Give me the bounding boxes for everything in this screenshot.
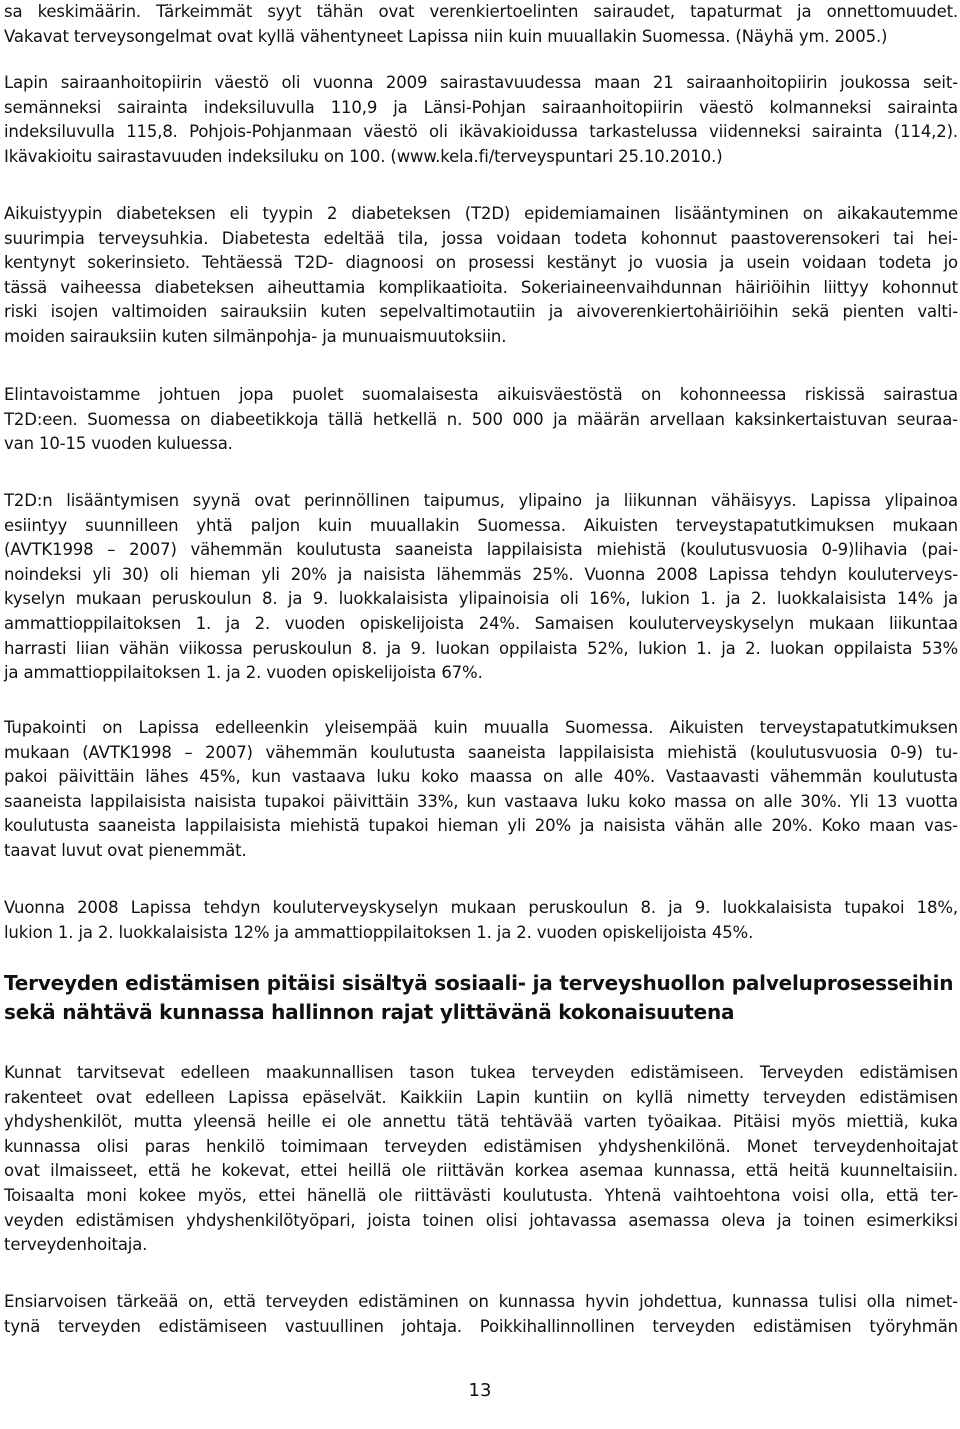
text-line: esiintyy suunnilleen yhtä paljon kuin muuallakin Suomessa. Aikuisten terveystapatutkimuksen mukaan xyxy=(4,515,958,535)
paragraph-4 xyxy=(4,489,958,686)
text-line: veyden edistämisen yhdyshenkilötyöpari, joista toinen olisi johtavassa asemassa oleva ja toinen esimerkiksi xyxy=(4,1210,958,1230)
text-line: van 10-15 vuoden kuluessa. xyxy=(4,434,233,454)
text-line: ovat ilmaisseet, että he kokevat, ettei heillä ole riittävän korkea asemaa kunnassa, että heitä kuunneltaisiin. xyxy=(4,1161,958,1181)
text-line: rakenteet ovat edelleen Lapissa epäselvät. Kaikkiin Lapin kuntiin on kyllä nimetty terveyden edistämisen xyxy=(4,1087,958,1107)
text-line: koulutusta saaneista lappilaisista miehistä tupakoi hieman yli 20% ja naisista vähän alle 20%. Koko maan vas- xyxy=(4,816,958,836)
text-line: tässä vaiheessa diabeteksen aiheuttamia komplikaatioita. Sokeriaineenvaihdunnan häiriöihin liittyy kohonnut xyxy=(4,277,958,297)
text-line: terveydenhoitaja. xyxy=(4,1235,148,1255)
heading-line: sekä nähtävä kunnassa hallinnon rajat ylittävänä kokonaisuutena xyxy=(4,1000,735,1024)
text-line: kunnassa olisi paras henkilö toimimaan terveyden edistämisen yhdyshenkilönä. Monet terveydenhoitajat xyxy=(4,1136,958,1156)
text-line: tynä terveyden edistämiseen vastuullinen johtaja. Poikkihallinnollinen terveyden edistämisen työryhmän xyxy=(4,1316,958,1336)
text-line: Kunnat tarvitsevat edelleen maakunnallisen tason tukea terveyden edistämiseen. Terveyden edistämisen xyxy=(4,1063,958,1082)
page-number: 13 xyxy=(468,1380,492,1401)
paragraph-3 xyxy=(4,383,958,457)
text-line: Ensiarvoisen tärkeää on, että terveyden edistäminen on kunnassa hyvin johdettua, kunnassa tulisi olla nimet- xyxy=(4,1292,958,1311)
paragraph-8 xyxy=(4,1061,958,1258)
text-line: riski isojen valtimoiden sairauksiin kuten sepelvaltimotautiin ja aivoverenkiertohäiriöihin sekä pienten valti- xyxy=(4,302,958,322)
text-line: Ikävakioitu sairastavuuden indeksiluku on 100. (www.kela.fi/terveyspuntari 25.10.2010.) xyxy=(4,146,723,166)
text-line: pakoi päivittäin lähes 45%, kun vastaava luku koko maassa on alle 40%. Vastaavasti vähemmän koulutusta xyxy=(4,767,958,787)
text-line: moiden sairauksiin kuten silmänpohja- ja munuaismuutoksiin. xyxy=(4,326,507,346)
paragraph-0 xyxy=(4,0,958,49)
text-line: Lapin sairaanhoitopiirin väestö oli vuonna 2009 sairastavuudessa maan 21 sairaanhoitopiirin joukossa seit- xyxy=(4,73,958,92)
text-line: indeksiluvulla 115,8. Pohjois-Pohjanmaan väestö oli ikävakioidussa tarkastelussa viidenneksi sairainta (114,2). xyxy=(4,122,958,142)
text-line: Toisaalta moni kokee myös, ettei hänellä ole riittävästi koulutusta. Yhtenä vaihtoehtona voisi olla, että ter- xyxy=(4,1185,958,1205)
paragraph-2 xyxy=(4,202,958,350)
paragraph-9 xyxy=(4,1290,958,1339)
text-line: harrasti liian vähän viikossa peruskoulun 8. ja 9. luokan oppilaista 52%, lukion 1. ja 2. luokan oppilaista 53% xyxy=(4,638,958,658)
text-line: Vuonna 2008 Lapissa tehdyn kouluterveyskyselyn mukaan peruskoulun 8. ja 9. luokkalaisista tupakoi 18%, xyxy=(4,898,958,917)
text-line: Vakavat terveysongelmat ovat kyllä vähentyneet Lapissa niin kuin muuallakin Suomessa. (Näyhä ym. 2005.) xyxy=(4,26,888,46)
heading-line: Terveyden edistämisen pitäisi sisältyä sosiaali- ja terveyshuollon palveluprosesseihin xyxy=(4,971,954,995)
text-line: Elintavoistamme johtuen jopa puolet suomalaisesta aikuisväestöstä on kohonneessa riskissä sairastua xyxy=(4,385,958,404)
text-line: Tupakointi on Lapissa edelleenkin yleisempää kuin muualla Suomessa. Aikuisten terveystapatutkimuksen xyxy=(4,718,958,737)
text-line: lukion 1. ja 2. luokkalaisista 12% ja ammattioppilaitoksen 1. ja 2. vuoden opiskelijoista 45%. xyxy=(4,922,754,942)
text-line: noindeksi yli 30) oli hieman yli 20% ja naisista lähemmäs 25%. Vuonna 2008 Lapissa tehdyn kouluterveys- xyxy=(4,564,958,584)
paragraph-5 xyxy=(4,716,958,864)
text-line: semänneksi sairainta indeksiluvulla 110,9 ja Länsi-Pohjan sairaanhoitopiirin väestö kolmanneksi sairainta xyxy=(4,97,958,117)
text-line: T2D:n lisääntymisen syynä ovat perinnöllinen taipumus, ylipaino ja liikunnan vähäisyys. Lapissa ylipainoa xyxy=(4,491,958,510)
text-line: suurimpia terveysuhkia. Diabetesta edeltää tila, jossa voidaan todeta kohonnut paastoverensokeri tai hei- xyxy=(4,228,958,248)
text-line: taavat luvut ovat pienemmät. xyxy=(4,840,247,860)
text-line: yhdyshenkilöt, mutta yleensä heille ei ole annettu tätä tehtävää varten työaikaa. Pitäisi myös miettiä, kuka xyxy=(4,1112,958,1132)
text-line: kyselyn mukaan peruskoulun 8. ja 9. luokkalaisista ylipainoisia oli 16%, lukion 1. ja 2. luokkalaisista 14% ja xyxy=(4,589,958,609)
text-line: kentynyt sokerinsieto. Tehtäessä T2D- diagnoosi on prosessi kestänyt jo vuosia ja usein voidaan todeta jo xyxy=(4,253,958,273)
text-line: Aikuistyypin diabeteksen eli tyypin 2 diabeteksen (T2D) epidemiamainen lisääntyminen on aikakautemme xyxy=(4,204,958,223)
text-line: ja ammattioppilaitoksen 1. ja 2. vuoden opiskelijoista 67%. xyxy=(4,663,483,683)
paragraph-1 xyxy=(4,71,958,169)
text-line: mukaan (AVTK1998 – 2007) vähemmän koulutusta saaneista lappilaisista miehistä (koulutusvuosia 0-9) tu- xyxy=(4,742,958,762)
text-line: sa keskimäärin. Tärkeimmät syyt tähän ovat verenkiertoelinten sairaudet, tapaturmat ja onnettomuudet. xyxy=(4,2,958,21)
text-line: (AVTK1998 – 2007) vähemmän koulutusta saaneista lappilaisista miehistä (koulutusvuosia 0-9)lihavia (pai- xyxy=(4,540,958,560)
text-line: ammattioppilaitoksen 1. ja 2. vuoden opiskelijoista 24%. Samaisen kouluterveyskyselyn mukaan liikuntaa xyxy=(4,613,958,633)
section-heading xyxy=(4,969,958,1027)
text-line: saaneista lappilaisista naisista tupakoi päivittäin 33%, kun vastaava luku koko massa on alle 30%. Yli 13 vuotta xyxy=(4,791,958,811)
text-line: T2D:een. Suomessa on diabeetikkoja tällä hetkellä n. 500 000 ja määrän arvellaan kaksinkertaistuvan seuraa- xyxy=(4,409,958,429)
paragraph-6 xyxy=(4,896,958,945)
